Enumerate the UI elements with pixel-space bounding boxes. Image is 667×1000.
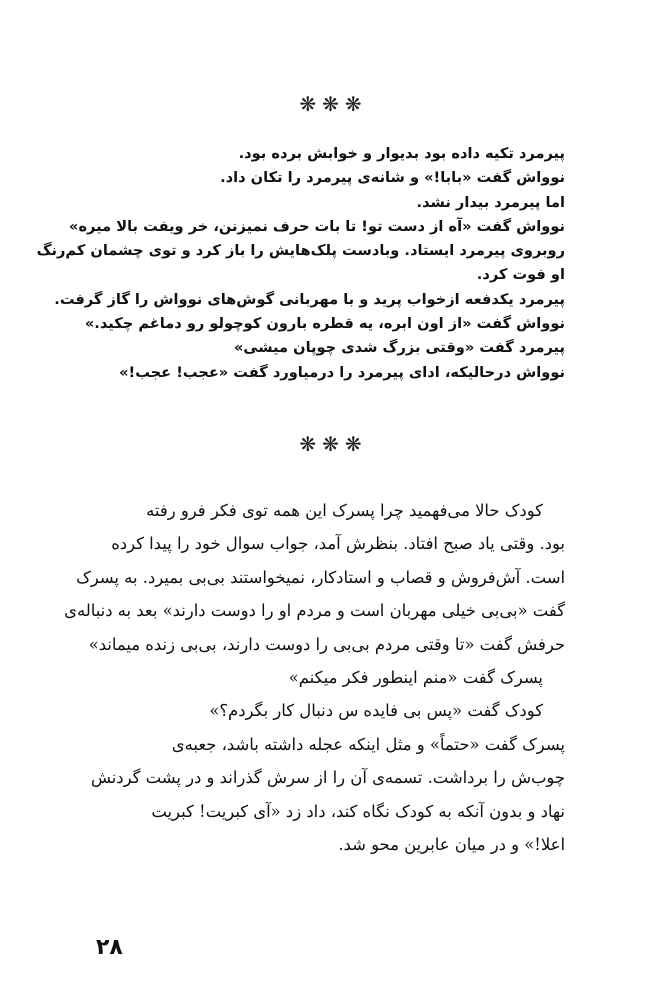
script-line: است. آش‌فروش و قصاب و استادکار، نمیخواستند بی‌بی بمیرد. به پسرک [76,567,565,587]
bold-line: نوواش گفت «آه از دست تو! تا بات حرف نمیزنن، خر ویفت بالا میره» [69,217,565,235]
section-divider-top: ❋❋❋ [299,92,368,116]
bold-line: روبروی پیرمرد ایستاد. وبادست پلک‌هایش را باز کرد و توی چشمان کم‌رنگ [36,242,565,260]
script-line: پسرک گفت «حتماً» و مثل اینکه عجله داشته باشد، جعبه‌ی [171,734,565,754]
script-line: پسرک گفت «منم اینطور فکر میکنم» [288,668,543,688]
script-line: کودک گفت «پس بی فایده س دنبال کار بگردم؟» [209,701,543,721]
script-passage [64,494,565,861]
script-line: کودک حالا می‌فهمید چرا پسرک این همه توی فکر فرو رفته [146,501,543,520]
script-line: حرفش گفت «تا وقتی مردم بی‌بی را دوست دارند، بی‌بی زنده میماند» [88,634,565,654]
bold-line: پیرمرد تکیه داده بود بدیوار و خوابش برده بود. [238,145,565,162]
bold-passage [36,142,565,385]
bold-line: نوواش درحالیکه، ادای پیرمرد را درمیاورد گفت «عجب! عجب!» [119,363,565,381]
script-line: اعلا!» و در میان عابرین محو شد. [338,835,565,855]
bold-line: اما پیرمرد بیدار نشد. [416,193,565,211]
script-line: چوب‌ش را برداشت. تسمه‌ی آن را از سرش گذراند و در پشت گردنش [90,768,565,788]
bold-line: او فوت کرد. [476,266,565,284]
script-line: بود. وقتی یاد صبح افتاد. بنظرش آمد، جواب سوال خود را پیدا کرده [111,534,565,554]
bold-line: نوواش گفت «از اون ابره، یه قطره بارون کوچولو رو دماغم چکید.» [84,315,565,333]
section-divider-middle: ❋❋❋ [299,432,368,456]
page-number: ۲۸ [96,935,123,960]
script-line: نهاد و بدون آنکه به کودک نگاه کند، داد زد «آی کبریت! کبریت [151,801,565,821]
bold-line: پیرمرد یکدفعه ازخواب پرید و با مهربانی گوش‌های نوواش را گاز گرفت. [54,290,565,308]
bold-line: نوواش گفت «بابا!» و شانه‌ی پیرمرد را تکان داد. [220,169,565,187]
bold-line: پیرمرد گفت «وقتی بزرگ شدی چوپان میشی» [234,339,565,357]
script-line: گفت «بی‌بی خیلی مهربان است و مردم او را دوست دارند» بعد به دنباله‌ی [64,601,565,621]
